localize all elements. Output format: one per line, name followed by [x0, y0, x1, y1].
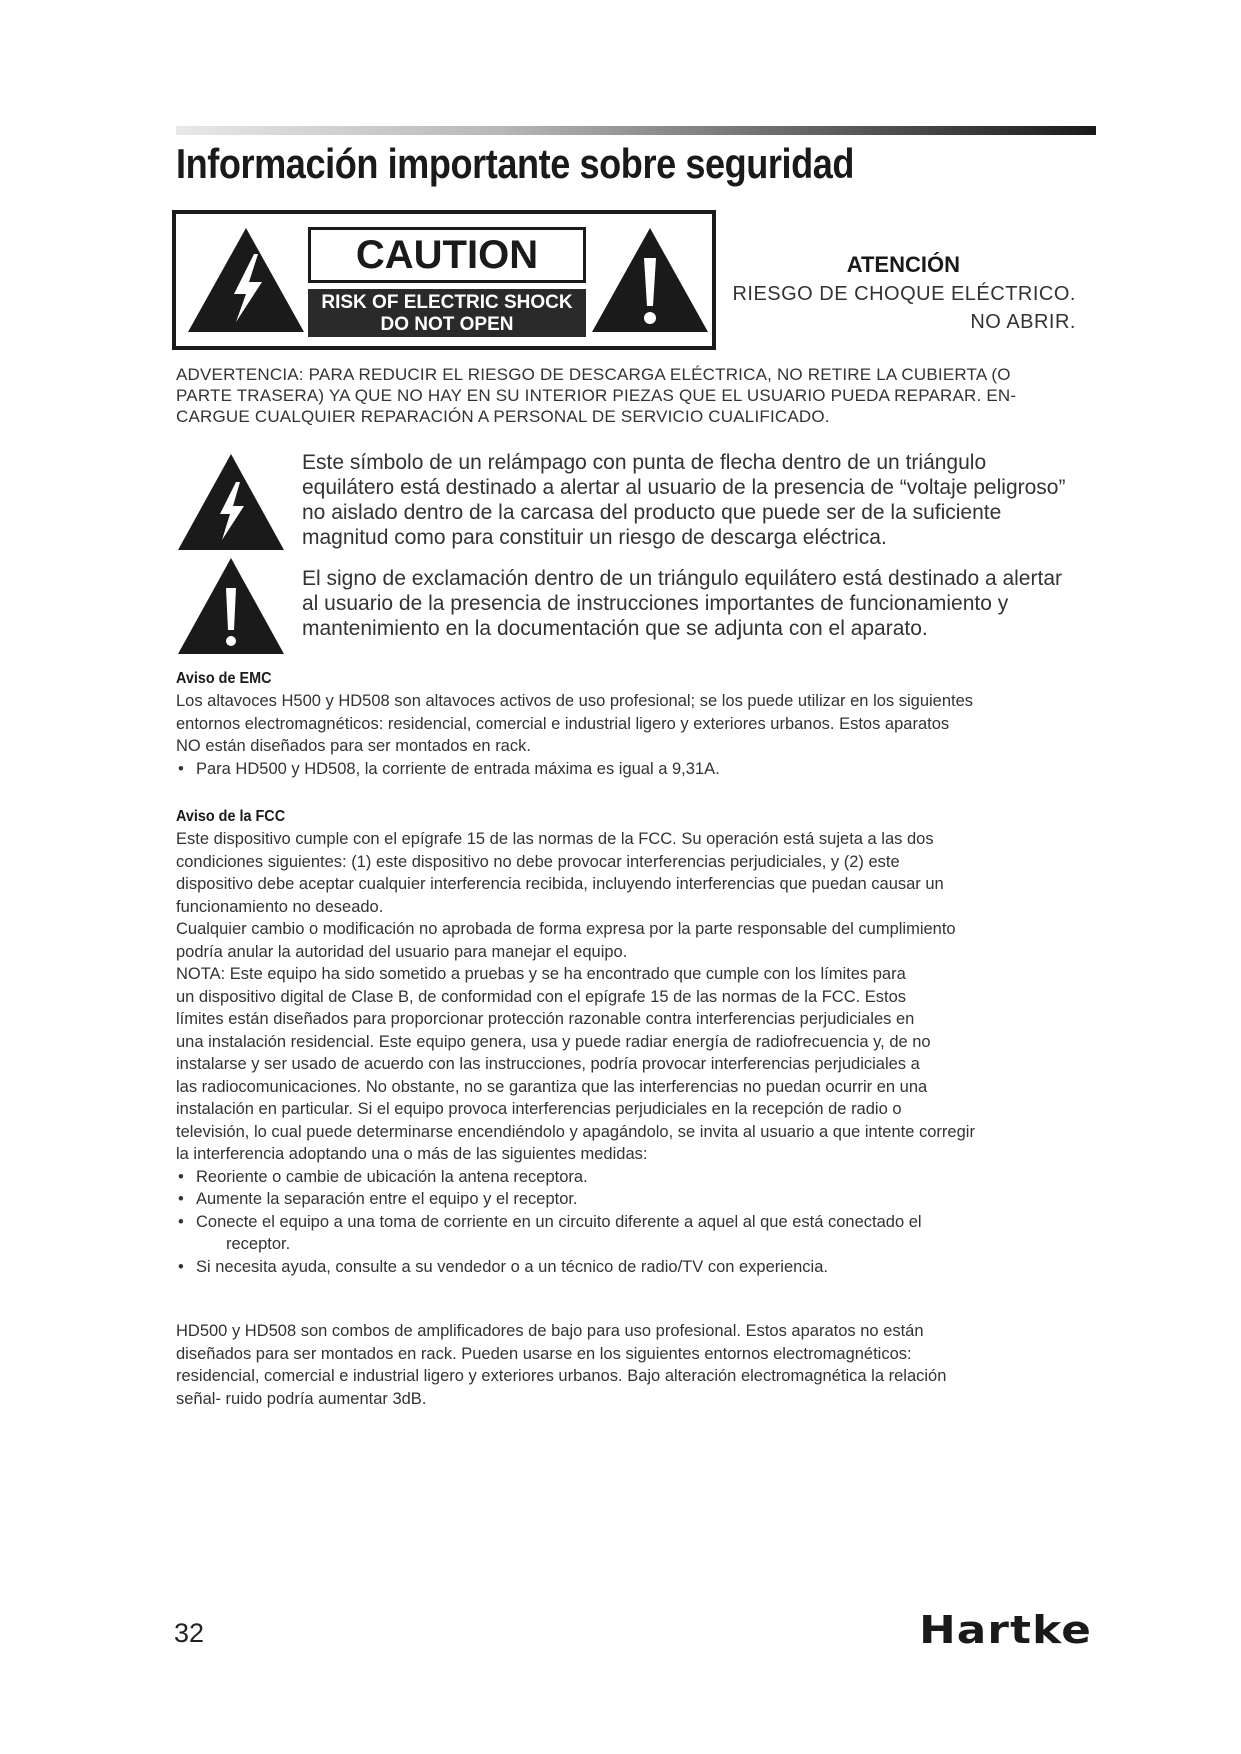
fcc-heading: Aviso de la FCC: [176, 808, 286, 825]
caution-subtext: [308, 289, 586, 337]
fcc-bullet-continuation: receptor.: [226, 1235, 291, 1253]
fcc-bullet: • Reoriente o cambie de ubicación la antena receptora.: [176, 1166, 1096, 1189]
fcc-line: funcionamiento no deseado.: [176, 897, 384, 916]
fcc-line: NOTA: Este equipo ha sido sometido a pruebas y se ha encontrado que cumple con los límites para: [176, 965, 906, 983]
atencion-line-1: RIESGO DE CHOQUE ELÉCTRICO.: [732, 283, 1076, 305]
atencion-text: [700, 280, 1076, 336]
fcc-line: instalación en particular. Si el equipo provoca interferencias perjudiciales en la recepción de radio o: [176, 1100, 902, 1118]
fcc-line: dispositivo debe aceptar cualquier interferencia recibida, incluyendo interferencias que puedan causar un: [176, 875, 944, 893]
page-title: Información importante sobre seguridad: [176, 140, 855, 187]
caution-line-2: DO NOT OPEN: [380, 314, 514, 335]
advertencia-paragraph: [176, 364, 1086, 427]
emc-heading: Aviso de EMC: [176, 670, 272, 687]
exclamation-triangle-icon: [176, 556, 286, 656]
emc-bullets: [176, 758, 1096, 781]
closing-line-4: señal- ruido podría aumentar 3dB.: [176, 1389, 427, 1408]
emc-line-2: entornos electromagnéticos: residencial, comercial e industrial ligero y exteriores urbanos. Estos aparatos: [176, 714, 950, 733]
exclamation-line-1: El signo de exclamación dentro de un triángulo equilátero está destinado a alertar: [302, 567, 1062, 590]
emc-section: [176, 670, 1096, 780]
advertencia-line-1: ADVERTENCIA: PARA REDUCIR EL RIESGO DE DESCARGA ELÉCTRICA, NO RETIRE LA CUBIERTA (O: [176, 365, 1011, 384]
closing-line-1: HD500 y HD508 son combos de amplificadores de bajo para uso profesional. Estos aparatos no están: [176, 1322, 924, 1340]
emc-line-1: Los altavoces H500 y HD508 son altavoces activos de uso profesional; se los puede utilizar en los siguientes: [176, 692, 974, 710]
closing-line-3: residencial, comercial e industrial ligero y exteriores urbanos. Bajo alteración electromagnética la relación: [176, 1367, 947, 1385]
atencion-heading: ATENCIÓN: [846, 252, 960, 277]
fcc-line: las radiocomunicaciones. No obstante, no se garantiza que las interferencias no puedan ocurrir en una: [176, 1077, 928, 1096]
atencion-line-2: NO ABRIR.: [970, 311, 1076, 333]
fcc-bullet-text: Conecte el equipo a una toma de corriente en un circuito diferente a aquel al que está conectado el: [196, 1212, 922, 1231]
fcc-line: podría anular la autoridad del usuario para manejar el equipo.: [176, 942, 628, 961]
advertencia-line-2: PARTE TRASERA) YA QUE NO HAY EN SU INTERIOR PIEZAS QUE EL USUARIO PUEDA REPARAR. EN-: [176, 386, 1017, 405]
lightning-description: [302, 450, 1102, 550]
fcc-line: instalarse y ser usado de acuerdo con las instrucciones, podría provocar interferencias perjudiciales a: [176, 1055, 920, 1073]
exclamation-line-3: mantenimiento en la documentación que se adjunta con el aparato.: [302, 617, 928, 640]
fcc-bullet: • Si necesita ayuda, consulte a su vendedor o a un técnico de radio/TV con experiencia.: [176, 1256, 1096, 1279]
fcc-line: televisión, lo cual puede determinarse encendiéndolo y apagándolo, se invita al usuario a que intente corregir: [176, 1122, 975, 1141]
exclamation-warning-icon: [588, 224, 712, 336]
fcc-bullets: [176, 1166, 1096, 1279]
fcc-line: Cualquier cambio o modificación no aprobada de forma expresa por la parte responsable del cumplimiento: [176, 920, 956, 938]
lightning-line-3: no aislado dentro de la carcasa del producto que puede ser de la suficiente: [302, 501, 1002, 524]
advertencia-line-3: CARGUE CUALQUIER REPARACIÓN A PERSONAL DE SERVICIO CUALIFICADO.: [176, 407, 830, 426]
caution-label-box: [172, 210, 716, 350]
lightning-line-4: magnitud como para constituir un riesgo de descarga eléctrica.: [302, 526, 887, 549]
caution-label: [308, 227, 586, 335]
electric-shock-warning-icon: [184, 224, 308, 336]
emc-bullet: • Para HD500 y HD508, la corriente de entrada máxima es igual a 9,31A.: [176, 758, 1096, 781]
exclamation-line-2: al usuario de la presencia de instrucciones importantes de funcionamiento y: [302, 592, 1009, 615]
lightning-line-1: Este símbolo de un relámpago con punta de flecha dentro de un triángulo: [302, 451, 987, 474]
lightning-triangle-icon: [176, 452, 286, 552]
fcc-line: una instalación residencial. Este equipo genera, usa y puede radiar energía de radiofrecuencia y, de no: [176, 1032, 931, 1051]
exclamation-description: [302, 566, 1102, 641]
fcc-line: límites están diseñados para proporcionar protección razonable contra interferencias perjudiciales en: [176, 1010, 915, 1028]
closing-section: [176, 1320, 1096, 1410]
emc-line-3: NO están diseñados para ser montados en rack.: [176, 737, 531, 755]
fcc-line: condiciones siguientes: (1) este dispositivo no debe provocar interferencias perjudiciales, y (2) este: [176, 852, 900, 871]
fcc-bullet: [176, 1211, 1096, 1256]
brand-logo: Hartke: [919, 1608, 1092, 1652]
caution-heading: CAUTION: [308, 227, 586, 283]
header-rule: [176, 126, 1096, 135]
caution-line-1: RISK OF ELECTRIC SHOCK: [321, 292, 573, 313]
page-number: 32: [174, 1618, 205, 1648]
fcc-line: la interferencia adoptando una o más de las siguientes medidas:: [176, 1145, 648, 1163]
closing-line-2: diseñados para ser montados en rack. Pueden usarse en los siguientes entornos electromagnéticos:: [176, 1344, 912, 1363]
fcc-line: Este dispositivo cumple con el epígrafe 15 de las normas de la FCC. Su operación está sujeta a las dos: [176, 830, 934, 848]
lightning-line-2: equilátero está destinado a alertar al usuario de la presencia de “voltaje peligroso”: [302, 476, 1066, 499]
fcc-bullet: • Aumente la separación entre el equipo y el receptor.: [176, 1188, 1096, 1211]
fcc-line: un dispositivo digital de Clase B, de conformidad con el epígrafe 15 de las normas de la FCC. Estos: [176, 987, 907, 1006]
fcc-section: [176, 808, 1096, 1278]
